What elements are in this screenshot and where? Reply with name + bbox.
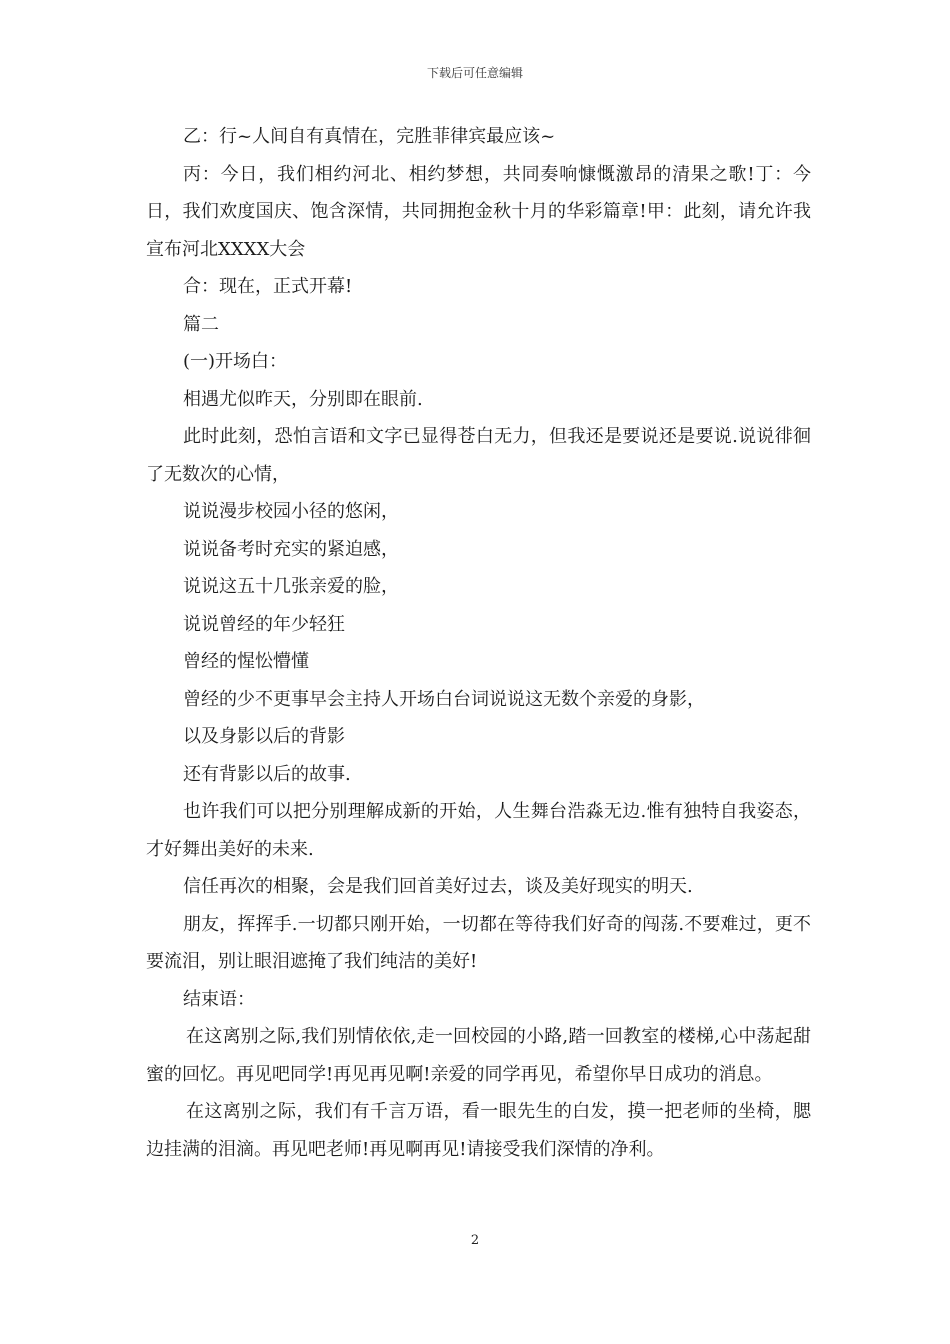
page-header: 下载后可任意编辑 <box>426 66 523 80</box>
paragraph: 在这离别之际,我们别情依依,走一回校园的小路,踏一回教室的楼梯,心中荡起甜蜜的回忆。再见吧同学!再见再见啊!亲爱的同学再见，希望你早日成功的消息。 <box>146 1026 811 1085</box>
paragraph: 也许我们可以把分别理解成新的开始，人生舞台浩淼无边.惟有独特自我姿态，才好舞出美好的未来. <box>146 801 811 860</box>
paragraph: 以及身影以后的背影 <box>183 726 345 747</box>
page-number: 2 <box>470 1233 480 1248</box>
paragraph: 说说这五十几张亲爱的脸， <box>183 576 399 597</box>
subsection-heading: (一)开场白： <box>183 351 288 372</box>
paragraph: 乙：行~人间自有真情在，完胜菲律宾最应该~ <box>183 126 556 147</box>
paragraph: 朋友，挥挥手.一切都只刚开始，一切都在等待我们好奇的闯荡.不要难过，更不要流泪，别让眼泪遮掩了我们纯洁的美好! <box>146 913 811 972</box>
paragraph: 合：现在，正式开幕! <box>183 276 353 297</box>
paragraph: 还有背影以后的故事. <box>183 763 351 785</box>
paragraph: 说说曾经的年少轻狂 <box>183 613 345 635</box>
section-heading: 篇二 <box>183 313 219 335</box>
paragraph: 信任再次的相聚，会是我们回首美好过去，谈及美好现实的明天. <box>183 876 693 897</box>
paragraph: 曾经的惺忪懵懂 <box>183 651 309 672</box>
paragraph: 曾经的少不更事早会主持人开场白台词说说这无数个亲爱的身影， <box>183 688 705 710</box>
paragraph: 此时此刻，恐怕言语和文字已显得苍白无力，但我还是要说还是要说.说说徘徊了无数次的心情， <box>146 426 811 485</box>
document-body <box>146 118 811 1168</box>
paragraph: 在这离别之际，我们有千言万语，看一眼先生的白发，摸一把老师的坐椅，腮边挂满的泪滴。再见吧老师!再见啊再见!请接受我们深情的净利。 <box>146 1101 811 1160</box>
closing-heading: 结束语： <box>183 988 255 1010</box>
paragraph: 丙：今日，我们相约河北、相约梦想，共同奏响慷慨激昂的清果之歌!丁：今日，我们欢度国庆、饱含深情，共同拥抱金秋十月的华彩篇章!甲：此刻，请允许我宣布河北XXXX大会 <box>146 163 811 260</box>
paragraph: 相遇尤似昨天，分别即在眼前. <box>183 388 423 410</box>
paragraph: 说说漫步校园小径的悠闲， <box>183 501 399 522</box>
paragraph: 说说备考时充实的紧迫感， <box>183 538 399 560</box>
